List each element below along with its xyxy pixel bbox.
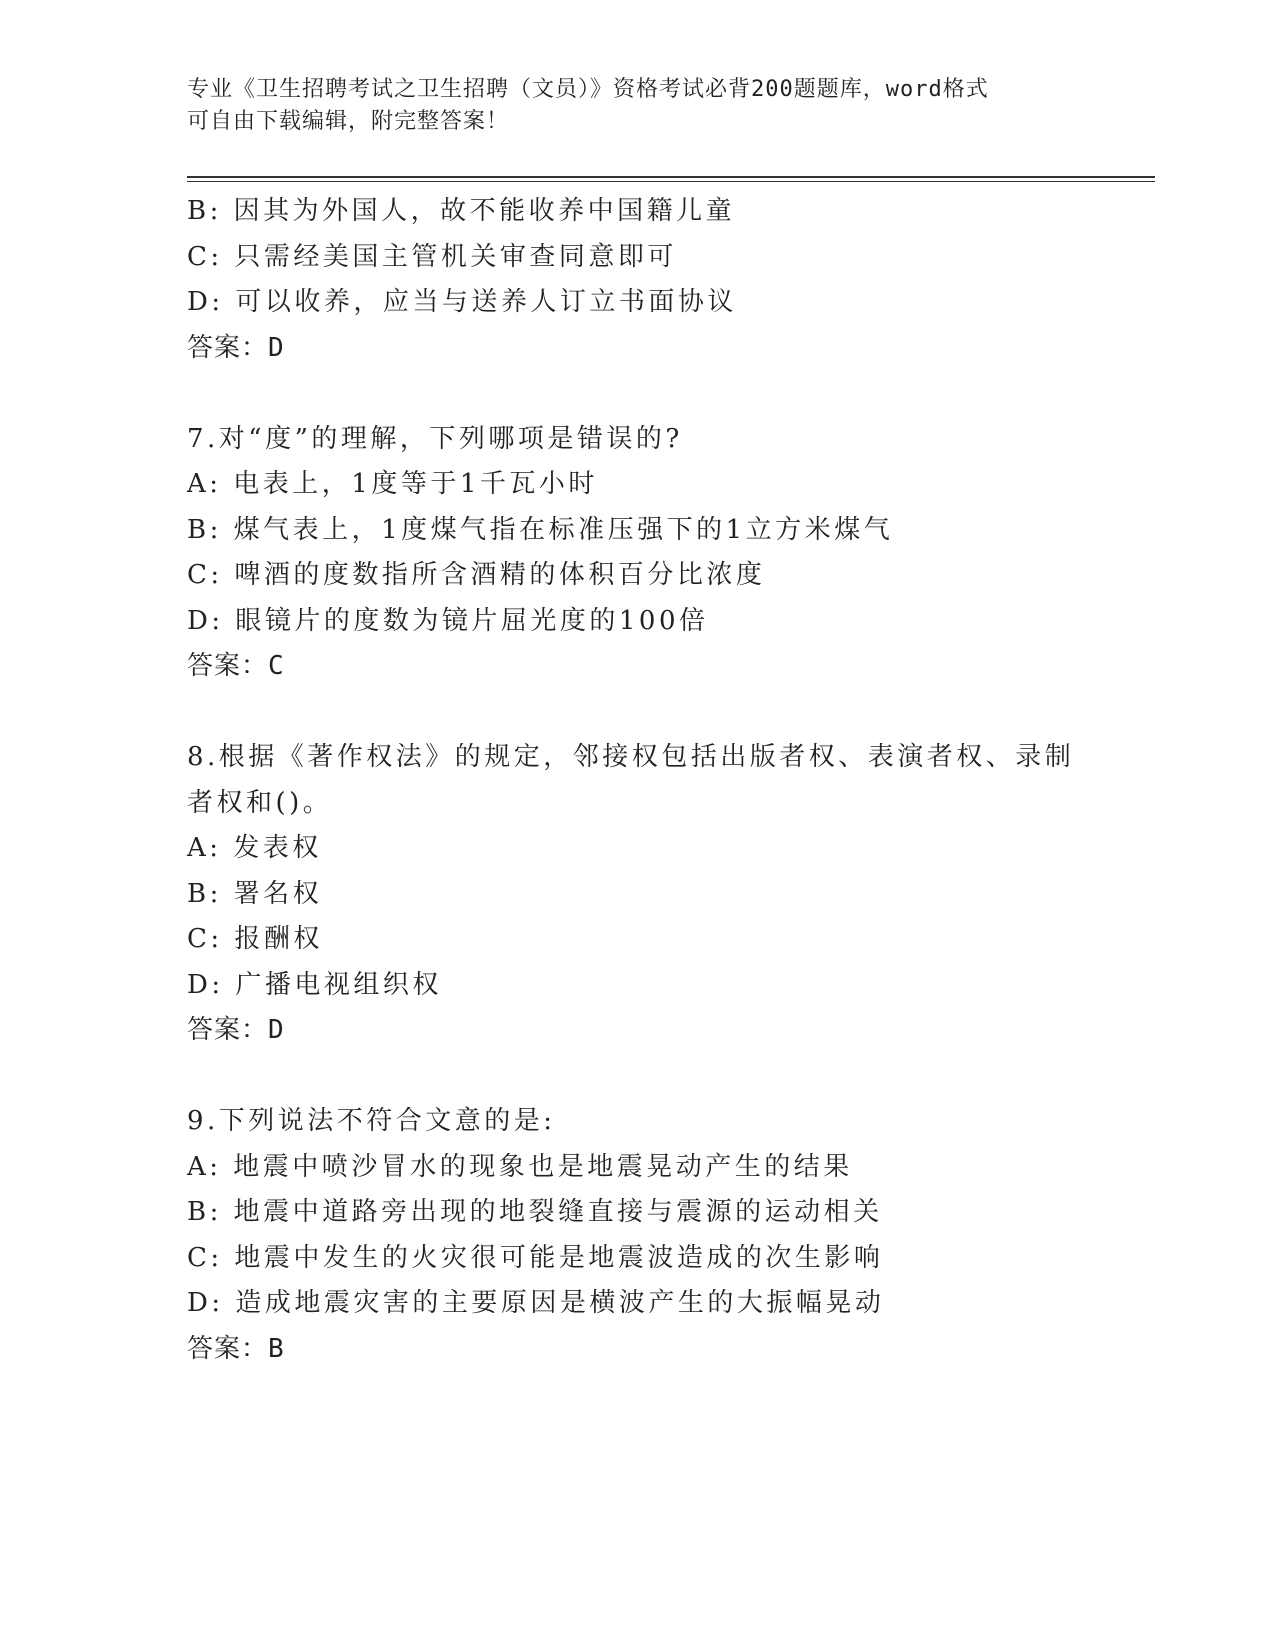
question-text-line-1: 8.根据《著作权法》的规定，邻接权包括出版者权、表演者权、录制 — [187, 742, 1075, 772]
option-c: C: 只需经美国主管机关审查同意即可 — [187, 241, 677, 272]
header-title-line-2: 可自由下载编辑，附完整答案！ — [187, 109, 510, 134]
question-text: 9.下列说法不符合文意的是: — [187, 1106, 556, 1136]
spacer — [187, 690, 1087, 736]
header-divider-thin — [187, 181, 1155, 182]
spacer — [187, 371, 1087, 417]
question-7 — [187, 417, 1087, 690]
option-c: C: 报酬权 — [187, 924, 323, 954]
question-8 — [187, 735, 1087, 1054]
option-a: A: 发表权 — [187, 833, 322, 863]
answer-line: 答案：B — [187, 1333, 285, 1364]
header-divider-thick — [187, 176, 1155, 178]
answer-line: 答案：D — [187, 1015, 285, 1045]
option-b: B: 署名权 — [187, 878, 323, 909]
option-c: C: 地震中发生的火灾很可能是地震波造成的次生影响 — [187, 1242, 884, 1273]
question-9 — [187, 1099, 1087, 1372]
question-text: 7.对“度”的理解，下列哪项是错误的? — [187, 423, 683, 454]
option-d: D: 眼镜片的度数为镜片屈光度的100倍 — [187, 605, 709, 636]
question-6-tail — [187, 189, 1087, 371]
option-a: A: 电表上，1度等于1千瓦小时 — [187, 469, 598, 499]
option-c: C: 啤酒的度数指所含酒精的体积百分比浓度 — [187, 560, 766, 590]
option-b: B: 煤气表上，1度煤气指在标准压强下的1立方米煤气 — [187, 514, 894, 545]
option-d: D: 广播电视组织权 — [187, 969, 442, 1000]
option-d: D: 可以收养，应当与送养人订立书面协议 — [187, 287, 737, 317]
answer-line: 答案：D — [187, 332, 285, 363]
spacer — [187, 1054, 1087, 1100]
document-body — [187, 189, 1087, 1372]
option-a: A: 地震中喷沙冒水的现象也是地震晃动产生的结果 — [187, 1151, 853, 1182]
header-title-line-1: 专业《卫生招聘考试之卫生招聘（文员）》资格考试必背200题题库，word格式 — [187, 77, 989, 102]
option-d: D: 造成地震灾害的主要原因是横波产生的大振幅晃动 — [187, 1288, 885, 1318]
question-text-line-2: 者权和()。 — [187, 787, 333, 818]
page-header — [187, 74, 1087, 138]
answer-line: 答案：C — [187, 651, 285, 681]
option-b: B: 地震中道路旁出现的地裂缝直接与震源的运动相关 — [187, 1197, 883, 1227]
option-b: B: 因其为外国人，故不能收养中国籍儿童 — [187, 196, 736, 226]
